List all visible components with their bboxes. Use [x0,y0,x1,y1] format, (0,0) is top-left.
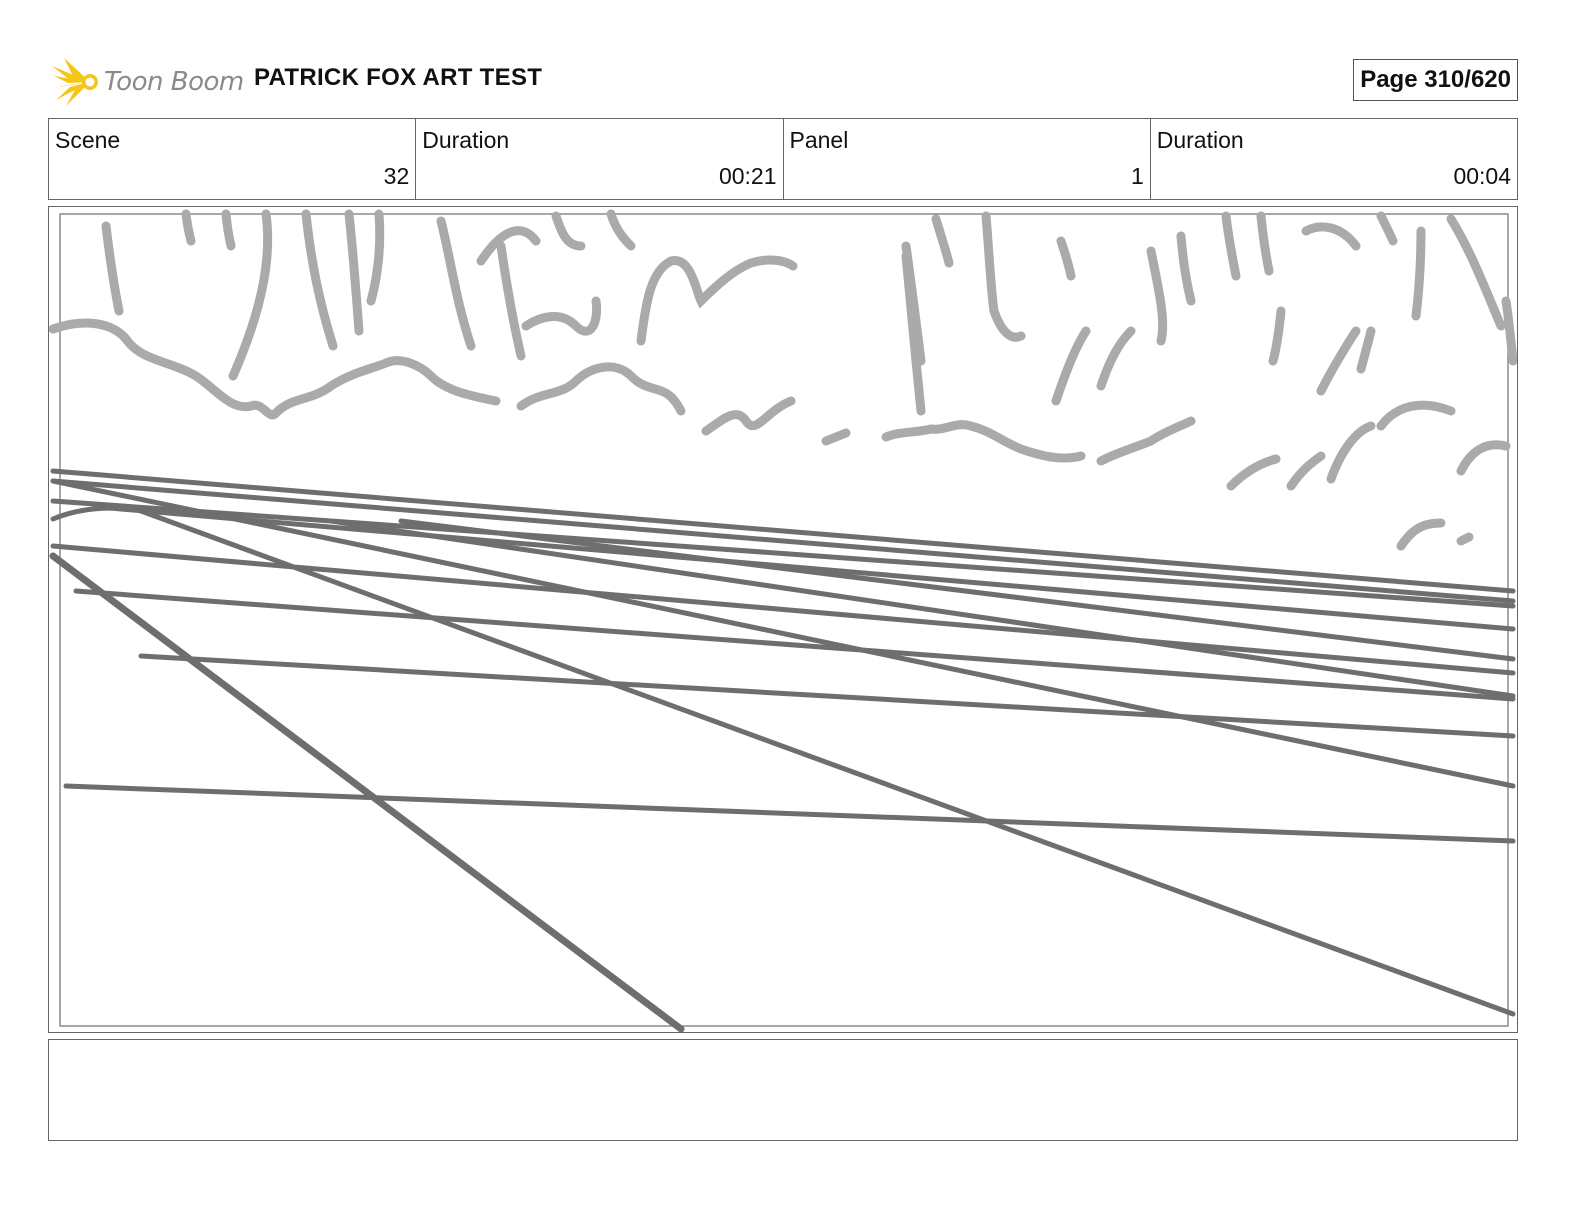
panel-notes-area [48,1039,1518,1141]
project-title: PATRICK FOX ART TEST [254,64,543,91]
header [48,50,1520,112]
scene-label: Scene [55,127,121,153]
scene-duration-value: 00:21 [718,163,777,189]
scene-cell [49,119,416,199]
scene-value: 32 [383,163,410,189]
page-indicator: Page 310/620 [1353,59,1518,101]
panel-duration-value: 00:04 [1453,163,1511,189]
sunburst-icon [50,56,102,108]
scene-info-table [48,118,1518,200]
scene-duration-label: Duration [422,127,510,153]
toon-boom-logo [50,54,250,110]
sketch-drawing [49,207,1517,1032]
perspective-lines [53,471,1513,1029]
logo-text: Toon Boom [104,67,244,97]
scene-duration-cell [416,119,783,199]
panel-value: 1 [1130,163,1144,189]
panel-cell [784,119,1151,199]
panel-duration-label: Duration [1156,127,1244,153]
panel-duration-cell [1151,119,1517,199]
background-foliage [53,214,1513,546]
storyboard-panel-image [48,206,1518,1033]
panel-label: Panel [789,127,849,153]
